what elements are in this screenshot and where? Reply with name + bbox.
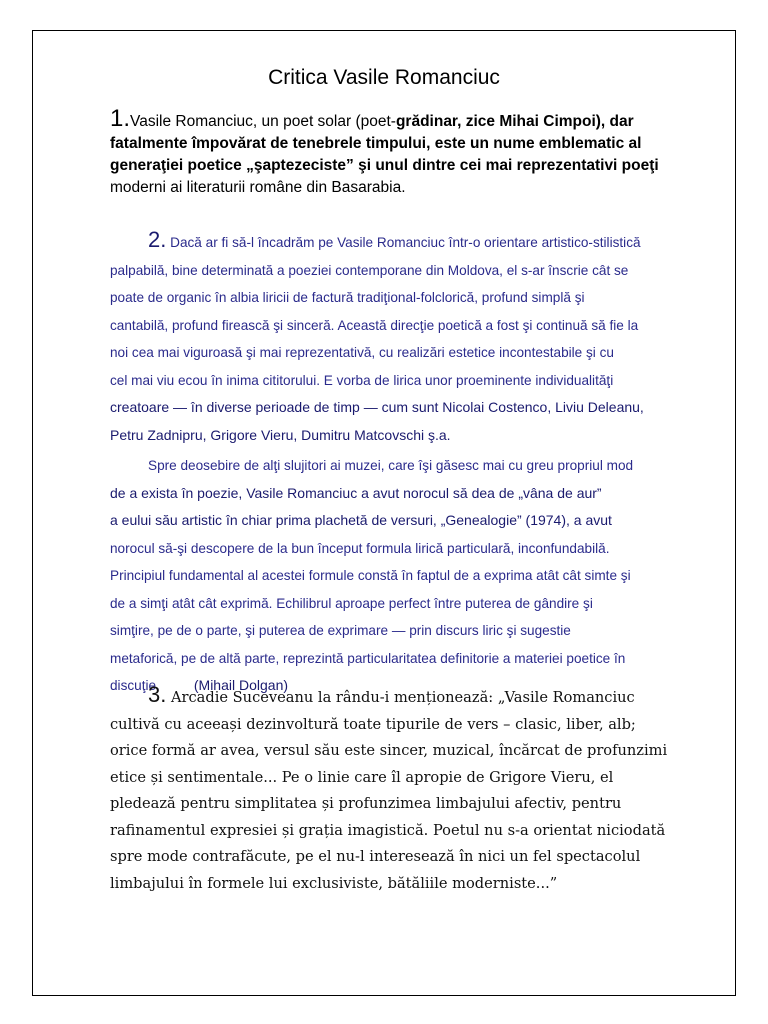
paragraph-line: rafinamentul expresiei și grația imagistică. Poetul nu s-a orientat niciodată	[110, 821, 666, 839]
paragraph-1	[110, 105, 710, 199]
paragraph-line: discuţie.	[110, 678, 160, 693]
paragraph-line: Principiul fundamental al acestei formule constă în faptul de a exprima atât cât simte şi	[110, 568, 631, 583]
paragraph-line: etice și sentimentale... Pe o linie care îl apropie de Grigore Vieru, el	[110, 768, 614, 786]
paragraph-line: spre mode contrafăcute, pe el nu-l interesează în nici un fel spectacolul	[110, 848, 641, 865]
paragraph-line: cantabilă, profund firească şi sinceră. Această direcţie poetică a fost şi continuă să fie la	[110, 317, 639, 333]
paragraph-line: de a exista în poezie, Vasile Romanciuc a avut norocul să dea de „vâna de aur”	[110, 484, 602, 501]
paragraph-text-bold: fatalmente împovărat de tenebrele timpului, este un nume emblematic al	[110, 135, 642, 152]
paragraph-2	[110, 226, 710, 449]
paragraph-line: Petru Zadnipru, Grigore Vieru, Dumitru Matcovschi ş.a.	[110, 426, 451, 443]
paragraph-line: Arcadie Suceveanu la rându-i menționează: „Vasile Romanciuc	[166, 689, 635, 706]
paragraph-line: orice formă ar avea, versul său este sincer, muzical, încărcat de profunzimi	[110, 742, 668, 759]
paragraph-number: 1.	[110, 105, 131, 132]
paragraph-text: Vasile Romanciuc, un poet solar (poet-	[130, 113, 396, 130]
paragraph-line: cultivă cu aceeași dezinvoltură toate tipurile de vers – clasic, liber, alb;	[110, 715, 636, 733]
paragraph-line: cel mai viu ecou în inima cititorului. E vorba de lirica unor proeminente individualităţi	[110, 372, 614, 388]
paragraph-4	[110, 682, 730, 897]
paragraph-text-bold: grădinar, zice Mihai Cimpoi), dar	[395, 113, 634, 130]
paragraph-text: moderni ai literaturii române din Basarabia.	[110, 179, 406, 196]
paragraph-line: Dacă ar fi să-l încadrăm pe Vasile Romanciuc într-o orientare artistico-stilistică	[166, 235, 641, 250]
paragraph-number: 2.	[148, 227, 167, 252]
paragraph-text-bold: generaţiei poetice „şaptezeciste” şi unul dintre cei mai reprezentativi poeţi	[110, 157, 659, 174]
document-title: Critica Vasile Romanciuc	[268, 66, 500, 89]
paragraph-line: creatoare — în diverse perioade de timp — cum sunt Nicolai Costenco, Liviu Deleanu,	[110, 399, 644, 415]
paragraph-line: limbajului în formele lui exclusiviste, bătăliile moderniste...”	[110, 874, 558, 892]
paragraph-line: palpabilă, bine determinată a poeziei contemporane din Moldova, el s-ar înscrie cât se	[110, 262, 629, 278]
paragraph-line: Spre deosebire de alţi slujitori ai muzei, care îşi găsesc mai cu greu propriul mod	[148, 458, 634, 473]
paragraph-line: a eului său artistic în chiar prima plachetă de versuri, „Genealogie” (1974), a avut	[110, 512, 612, 528]
paragraph-line: norocul să-şi descopere de la bun început formula lirică particulară, inconfundabilă.	[110, 540, 610, 556]
paragraph-line: poate de organic în albia liricii de factură tradiţional-folclorică, profund simplă şi	[110, 290, 585, 305]
paragraph-line: de a simţi atât cât exprimă. Echilibrul aproape perfect între puterea de gândire şi	[110, 595, 593, 611]
paragraph-line: metaforică, pe de altă parte, reprezintă particularitatea definitorie a materiei poetice în	[110, 650, 626, 666]
paragraph-3	[110, 452, 710, 700]
paragraph-line: noi cea mai viguroasă şi mai reprezentativă, cu realizări estetice incontestabile şi cu	[110, 345, 614, 360]
quote-author: (Mihail Dolgan)	[193, 677, 289, 693]
paragraph-number: 3.	[148, 682, 167, 707]
paragraph-line: simţire, pe de o parte, şi puterea de exprimare — prin discurs liric şi sugestie	[110, 623, 571, 638]
paragraph-line: pledează pentru simplitatea și profunzimea limbajului afectiv, pentru	[110, 795, 622, 812]
